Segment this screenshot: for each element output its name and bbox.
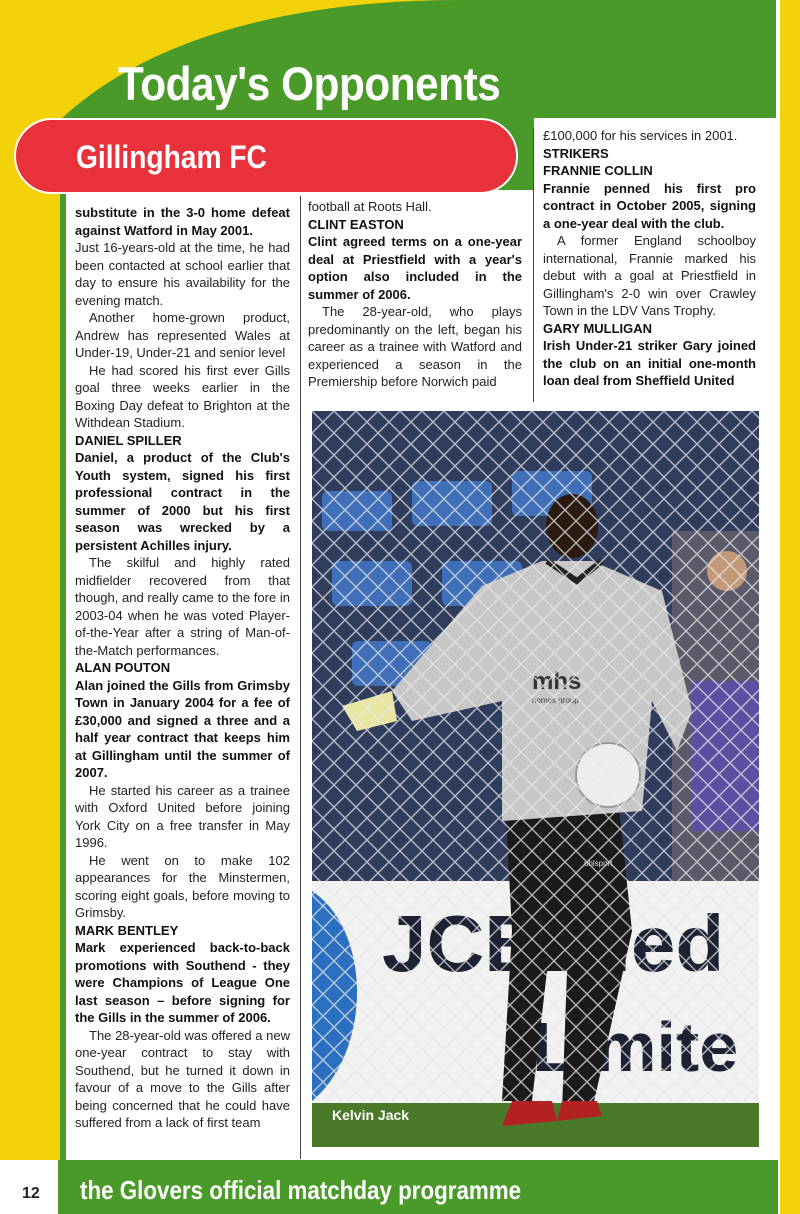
goalkeeper-photo [312, 411, 759, 1147]
article-paragraph: football at Roots Hall. [308, 199, 432, 214]
article-paragraph: He had scored his first ever Gills goal three weeks earlier in the Boxing Day defeat to Brighton at the Withdean Stadium. [75, 362, 290, 430]
column-divider-1 [300, 196, 301, 1159]
article-paragraph: substitute in the 3-0 home defeat against Watford in May 2001. [75, 205, 290, 238]
article-column-1 [75, 204, 290, 1132]
article-paragraph: Clint agreed terms on a one-year deal at Priestfield with a year's option also included in the summer of 2006. [308, 234, 522, 302]
section-heading: STRIKERS [543, 145, 609, 161]
footer-text: the Glovers official matchday programme [80, 1175, 522, 1205]
article-paragraph: £100,000 for his services in 2001. [543, 128, 738, 143]
article-paragraph: Alan joined the Gills from Grimsby Town in January 2004 for a fee of £30,000 and signed a three and a half year contract that keeps him at Gillingham until the summer of 2007. [75, 677, 290, 780]
article-paragraph: Mark experienced back-to-back promotions with Southend - they were Champions of League One last season – before signing for the Gills in the summer of 2006. [75, 940, 290, 1025]
article-paragraph: A former England schoolboy international, Frannie marked his debut with a goal at Priestfield in Gillingham's 2-0 win over Crawley Town in the LDV Vans Trophy. [543, 233, 756, 318]
photo-caption: Kelvin Jack [332, 1107, 410, 1123]
section-heading: MARK BENTLEY [75, 922, 179, 938]
section-heading: FRANNIE COLLIN [543, 163, 653, 178]
article-paragraph: He went on to make 102 appearances for the Minstermen, scoring eight goals, before moving to Grimsby. [75, 852, 290, 920]
article-paragraph: He started his career as a trainee with Oxford United before joining York City on a free transfer in May 1996. [75, 782, 290, 850]
column-divider-2 [533, 128, 534, 402]
section-heading: CLINT EASTON [308, 216, 404, 232]
club-name: Gillingham FC [76, 139, 267, 175]
article-column-2 [308, 198, 522, 391]
article-paragraph: Daniel, a product of the Club's Youth system, signed his first professional contract in the summer of 2000 but his first season was wrecked by a persistent Achilles injury. [75, 450, 290, 553]
article-paragraph: Frannie penned his first pro contract in October 2005, signing a one-year deal with the club. [543, 180, 756, 231]
club-banner [14, 118, 518, 194]
article-paragraph: The skilful and highly rated midfielder recovered from that though, and really came to the fore in 2003-04 when he was voted Player-of-the-Year after a string of Man-of-the-Match performances. [75, 555, 290, 658]
article-column-3 [543, 127, 756, 390]
article-paragraph: Just 16-years-old at the time, he had been contacted at school earlier that day to ensure his availability for the evening match. [75, 240, 290, 308]
page-number: 12 [22, 1185, 40, 1202]
article-paragraph: Irish Under-21 striker Gary joined the club on an initial one-month loan deal from Sheffield United [543, 338, 756, 388]
article-paragraph: Another home-grown product, Andrew has represented Wales at Under-19, Under-21 and senior level [75, 310, 290, 360]
article-paragraph: The 28-year-old was offered a new one-year contract to stay with Southend, but he turned it down in favour of a move to the Gills after being concerned that he could have suffered from a lack of first team [75, 1027, 290, 1130]
page-title: Today's Opponents [118, 57, 501, 110]
section-heading: ALAN POUTON [75, 660, 171, 675]
section-heading: DANIEL SPILLER [75, 432, 182, 448]
article-paragraph: The 28-year-old, who plays predominantly on the left, began his career as a trainee with Watford and experienced a season in the Premiership before Norwich paid [308, 304, 522, 389]
right-yellow-strip [778, 0, 800, 1214]
section-heading: GARY MULLIGAN [543, 320, 653, 336]
